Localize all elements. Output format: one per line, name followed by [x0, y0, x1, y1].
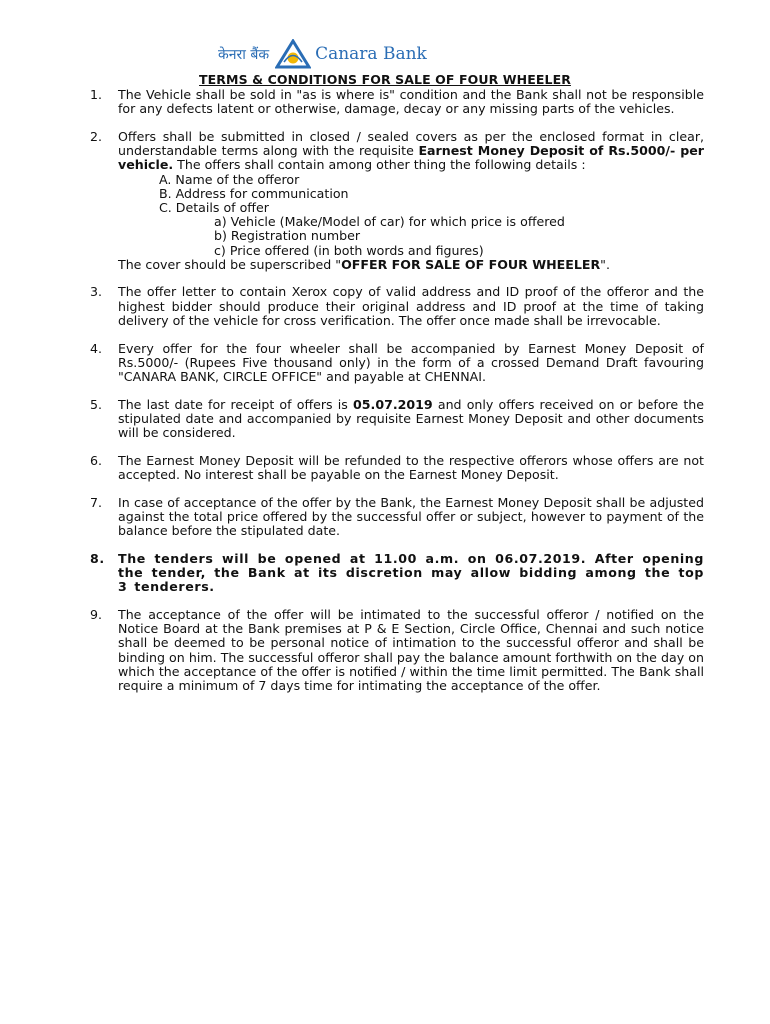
clause-text: The tenders will be opened at 11.00 a.m. on 06.07.2019. After opening the tender, the Bank at its discretion may allow bidding among the top 3 tenderers. [118, 550, 704, 595]
document-title: TERMS & CONDITIONS FOR SALE OF FOUR WHEELER [199, 72, 571, 87]
terms-list [90, 88, 704, 707]
canara-bank-emblem-icon [275, 39, 311, 69]
cover-superscription [118, 258, 704, 272]
last-date-bold: 05.07.2019 [353, 396, 433, 412]
detail-item-b: B. Address for communication [159, 185, 349, 201]
clause-9 [90, 608, 704, 693]
clause-2 [90, 130, 704, 272]
clause-4 [90, 342, 704, 385]
clause-text [118, 130, 704, 173]
clause-text-part: Offers shall be submitted in closed / sealed covers as per the enclosed format in clear, understandable terms along with the requisite [118, 128, 704, 159]
clause-text [118, 398, 704, 441]
superscription-bold: OFFER FOR SALE OF FOUR WHEELER [341, 256, 601, 272]
clause-number: 7. [90, 494, 103, 510]
detail-item-a: A. Name of the offeror [159, 171, 300, 187]
offer-subitem-c: c) Price offered (in both words and figures) [214, 242, 484, 258]
clause-number: 6. [90, 452, 103, 468]
clause-text-part: ". [600, 256, 610, 272]
logo-english-text: Canara Bank [315, 44, 427, 64]
clause-text-part: The offers shall contain among other thing the following details : [173, 157, 586, 173]
clause-6 [90, 454, 704, 482]
clause-text-part: The cover should be superscribed " [118, 256, 342, 272]
clause-number: 3. [90, 284, 103, 300]
clause-number: 4. [90, 340, 103, 356]
clause-number: 1. [90, 87, 103, 102]
clause-number: 2. [90, 128, 103, 144]
emd-amount-bold: Earnest Money Deposit of Rs.5000/- per vehicle. [118, 143, 704, 173]
logo-hindi-text: केनरा बैंक [218, 46, 270, 63]
clause-1 [90, 88, 704, 116]
clause-5 [90, 398, 704, 441]
offer-subitem-a: a) Vehicle (Make/Model of car) for which price is offered [214, 214, 565, 230]
clause-text: Every offer for the four wheeler shall be accompanied by Earnest Money Deposit of Rs.5000/- (Rupees Five thousand only) in the form of a crossed Demand Draft favouring "CANARA BANK, CIRCLE OFFICE" and payable at CHENNAI. [118, 340, 704, 384]
canara-bank-logo [218, 38, 427, 70]
clause-3 [90, 285, 704, 328]
clause-7 [90, 496, 704, 539]
clause-number: 8. [90, 550, 105, 566]
detail-item-c: C. Details of offer [159, 199, 269, 215]
offer-subitem-b: b) Registration number [214, 228, 361, 244]
clause-text-part: and only offers received on or before the stipulated date and accompanied by requisite Earnest Money Deposit and other documents will be considered. [118, 396, 705, 441]
clause-text: The offer letter to contain Xerox copy of valid address and ID proof of the offeror and the highest bidder should produce their original address and ID proof at the time of taking delivery of the vehicle for cross verification. The offer once made shall be irrevocable. [118, 284, 704, 328]
clause-number: 9. [90, 606, 103, 622]
clause-text: The Vehicle shall be sold in "as is where is" condition and the Bank shall not be responsible for any defects latent or otherwise, damage, decay or any missing parts of the vehicles. [118, 87, 704, 117]
clause-text: In case of acceptance of the offer by the Bank, the Earnest Money Deposit shall be adjusted against the total price offered by the successful offer or subject, however to payment of the balance before the stipulated date. [118, 494, 704, 539]
clause-text: The Earnest Money Deposit will be refunded to the respective offerors whose offers are not accepted. No interest shall be payable on the Earnest Money Deposit. [118, 452, 704, 482]
clause-text-part: The last date for receipt of offers is [118, 396, 354, 412]
clause-8 [90, 552, 704, 595]
clause-text: The acceptance of the offer will be intimated to the successful offeror / notified on the Notice Board at the Bank premises at P & E Section, Circle Office, Chennai and such notice shall be deemed to be personal notice of intimation to the successful offeror and shall be binding on him. The successful offeror shall pay the balance amount forthwith on the day on which the acceptance of the offer is notified / within the time limit permitted. The Bank shall require a minimum of 7 days time for intimating the acceptance of the offer. [118, 606, 704, 693]
clause-number: 5. [90, 396, 103, 412]
